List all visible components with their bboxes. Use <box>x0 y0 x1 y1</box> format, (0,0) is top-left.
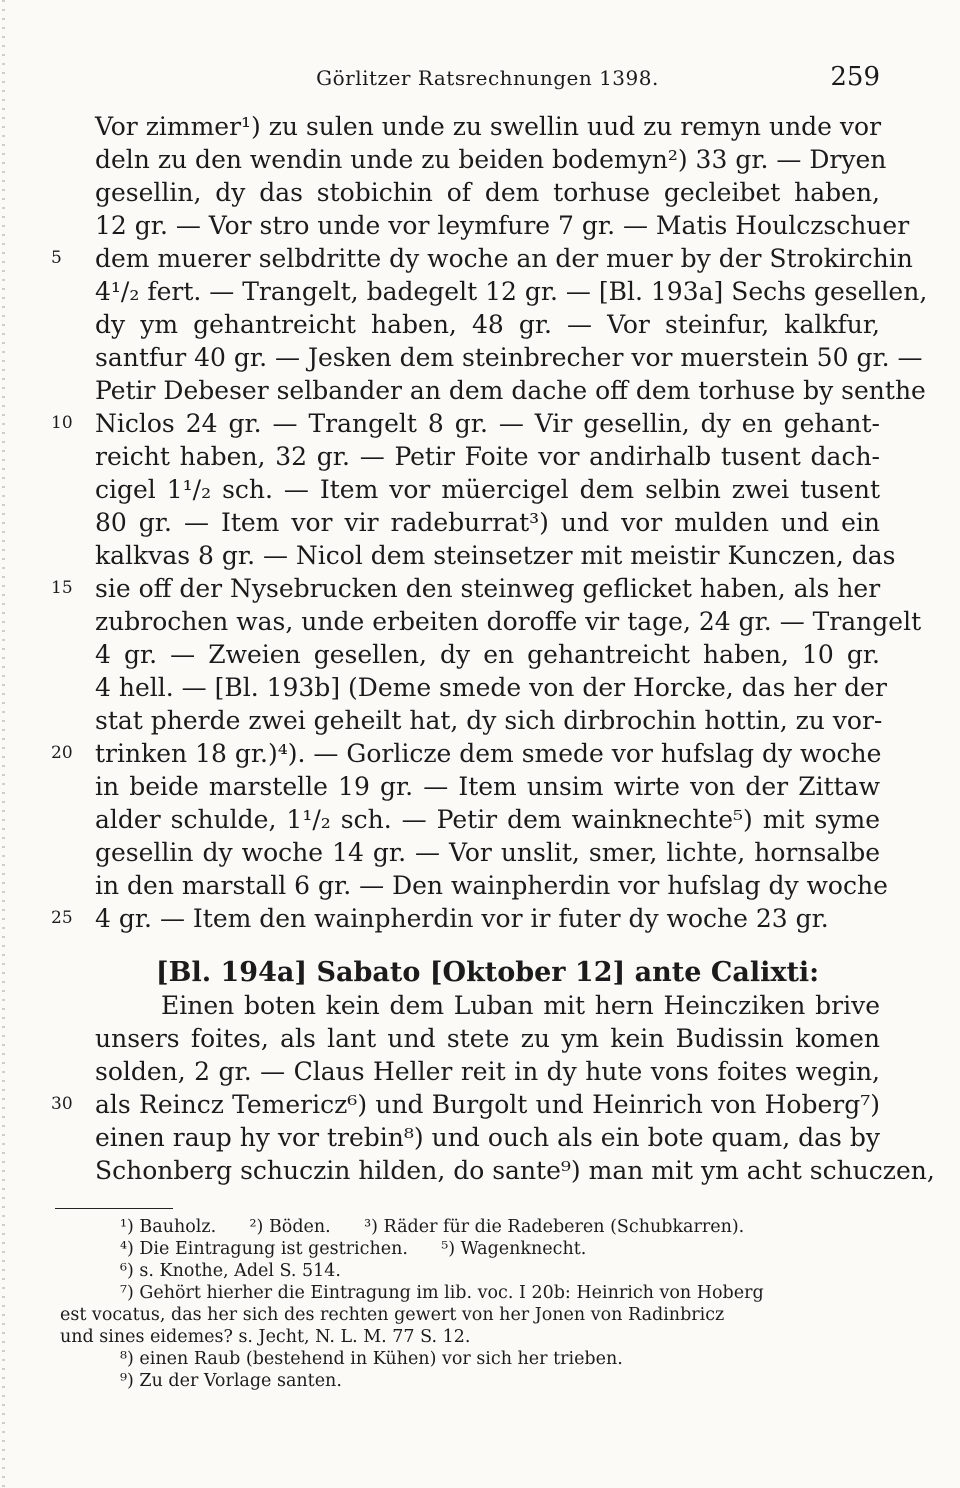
text-line <box>95 989 880 1022</box>
footnote: ⁴) Die Eintragung ist gestrichen. ⁵) Wagenknecht. <box>120 1239 587 1259</box>
running-head: Görlitzer Ratsrechnungen 1398. <box>316 66 659 90</box>
text-line <box>95 638 880 671</box>
text-line <box>95 110 880 143</box>
text-line <box>95 440 880 473</box>
text-line-content: 4 hell. — [Bl. 193b] (Deme smede von der Horcke, das her der <box>95 673 887 702</box>
text-line-content: kalkvas 8 gr. — Nicol dem steinsetzer mit meistir Kunczen, das <box>95 541 896 570</box>
text-line-content: 4¹/₂ fert. — Trangelt, badegelt 12 gr. — [Bl. 193a] Sechs gesellen, <box>95 277 928 306</box>
text-line-content: zubrochen was, unde erbeiten doroffe vir tage, 24 gr. — Trangelt <box>95 607 922 636</box>
text-line-content: Schonberg schuczin hilden, do sante⁹) man mit ym acht schuczen, <box>95 1156 935 1185</box>
text-line-content: stat pherde zwei geheilt hat, dy sich dirbrochin hottin, zu vor- <box>95 706 883 735</box>
text-line-content: Niclos 24 gr. — Trangelt 8 gr. — Vir gesellin, dy en gehant- <box>95 409 880 438</box>
text-line-content: Einen boten kein dem Luban mit hern Heincziken brive <box>161 991 880 1020</box>
text-line <box>95 803 880 836</box>
text-line <box>95 506 880 539</box>
text-line <box>95 143 887 176</box>
footnote: ⁸) einen Raub (bestehend in Kühen) vor sich her trieben. <box>120 1349 623 1369</box>
text-line <box>51 1088 880 1121</box>
text-line <box>95 176 880 209</box>
text-line-content: [Bl. 194a] Sabato [Oktober 12] ante Calixti: <box>155 957 820 988</box>
text-line <box>95 473 880 506</box>
footnote: ⁷) Gehört hierher die Eintragung im lib. voc. I 20b: Heinrich von Hoberg <box>120 1283 764 1303</box>
text-line <box>51 737 882 770</box>
line-number: 10 <box>51 413 73 433</box>
text-line-content: Vor zimmer¹) zu sulen unde zu swellin uud zu remyn unde vor <box>95 112 882 141</box>
text-line-content: in beide marstelle 19 gr. — Item unsim wirte von der Zittaw <box>95 772 880 801</box>
text-line-content: 80 gr. — Item vor vir radeburrat³) und vor mulden und ein <box>95 508 880 537</box>
text-line-content: santfur 40 gr. — Jesken dem steinbrecher vor muerstein 50 gr. — <box>95 343 923 372</box>
text-line-content: Petir Debeser selbander an dem dache off dem torhuse by senthe <box>95 376 926 405</box>
text-line-content: einen raup hy vor trebin⁸) und ouch als ein bote quam, das by <box>95 1123 880 1152</box>
footnote: ¹) Bauholz. ²) Böden. ³) Räder für die Radeberen (Schubkarren). <box>120 1217 745 1237</box>
text-line-content: alder schulde, 1¹/₂ sch. — Petir dem wainknechte⁵) mit syme <box>95 805 880 834</box>
line-number: 15 <box>51 578 73 598</box>
text-line <box>95 209 910 242</box>
text-line-content: trinken 18 gr.)⁴). — Gorlicze dem smede vor hufslag dy woche <box>95 739 882 768</box>
text-line <box>51 902 880 935</box>
text-line-content: deln zu den wendin unde zu beiden bodemyn²) 33 gr. — Dryen <box>95 145 887 174</box>
text-line-content: gesellin, dy das stobichin of dem torhuse gecleibet haben, <box>95 178 880 207</box>
footnotes <box>60 1216 880 1392</box>
footnote: ⁶) s. Knothe, Adel S. 514. <box>120 1261 341 1281</box>
line-number: 20 <box>51 743 73 763</box>
text-line-content: in den marstall 6 gr. — Den wainpherdin vor hufslag dy woche <box>95 871 888 900</box>
text-line <box>95 836 880 869</box>
text-line <box>95 671 887 704</box>
scan-edge-artifact <box>2 0 5 1488</box>
text-line-content: cigel 1¹/₂ sch. — Item vor müercigel dem selbin zwei tusent <box>95 475 880 504</box>
text-line <box>95 539 896 572</box>
text-line-content: unsers foites, als lant und stete zu ym kein Budissin komen <box>95 1024 880 1053</box>
text-line-content: solden, 2 gr. — Claus Heller reit in dy hute vons foites wegin, <box>95 1057 880 1086</box>
text-line-content: dem muerer selbdritte dy woche an der muer by der Strokirchin <box>95 244 913 273</box>
text-line <box>51 572 881 605</box>
section-heading <box>95 956 880 989</box>
text-line <box>95 1121 880 1154</box>
footnote: est vocatus, das her sich des rechten gewert von her Jonen von Radinbricz <box>60 1305 725 1325</box>
page-number: 259 <box>830 62 880 92</box>
text-line-content: 4 gr. — Zweien gesellen, dy en gehantreicht haben, 10 gr. <box>95 640 880 669</box>
text-line <box>95 770 880 803</box>
line-number: 25 <box>51 908 73 928</box>
text-line <box>95 374 926 407</box>
text-line-content: gesellin dy woche 14 gr. — Vor unslit, smer, lichte, hornsalbe <box>95 838 880 867</box>
text-line-content: sie off der Nysebrucken den steinweg geflicket haben, als her <box>95 574 881 603</box>
text-line <box>95 1022 880 1055</box>
text-line <box>95 341 923 374</box>
text-line <box>95 308 880 341</box>
footnote-rule <box>55 1208 173 1209</box>
footnote: und sines eidemes? s. Jecht, N. L. M. 77 S. 12. <box>60 1327 471 1347</box>
text-line <box>95 704 883 737</box>
line-number: 30 <box>51 1094 73 1114</box>
text-line <box>95 605 922 638</box>
footnote: ⁹) Zu der Vorlage santen. <box>120 1371 342 1391</box>
text-line-content: 4 gr. — Item den wainpherdin vor ir futer dy woche 23 gr. <box>95 904 829 933</box>
main-text <box>51 110 935 1187</box>
text-line-content: dy ym gehantreicht haben, 48 gr. — Vor steinfur, kalkfur, <box>95 310 880 339</box>
text-line-content: als Reincz Temericz⁶) und Burgolt und Heinrich von Hoberg⁷) <box>95 1090 880 1119</box>
page-header <box>95 62 880 98</box>
section-gap <box>95 935 880 956</box>
text-line <box>95 275 928 308</box>
text-line <box>95 1055 880 1088</box>
text-line-content: 12 gr. — Vor stro unde vor leymfure 7 gr. — Matis Houlczschuer <box>95 211 910 240</box>
line-number: 5 <box>51 248 62 268</box>
text-line <box>51 407 880 440</box>
text-line-content: reicht haben, 32 gr. — Petir Foite vor andirhalb tusent dach- <box>95 442 880 471</box>
text-line <box>51 242 913 275</box>
text-line <box>95 1154 935 1187</box>
text-line <box>95 869 888 902</box>
